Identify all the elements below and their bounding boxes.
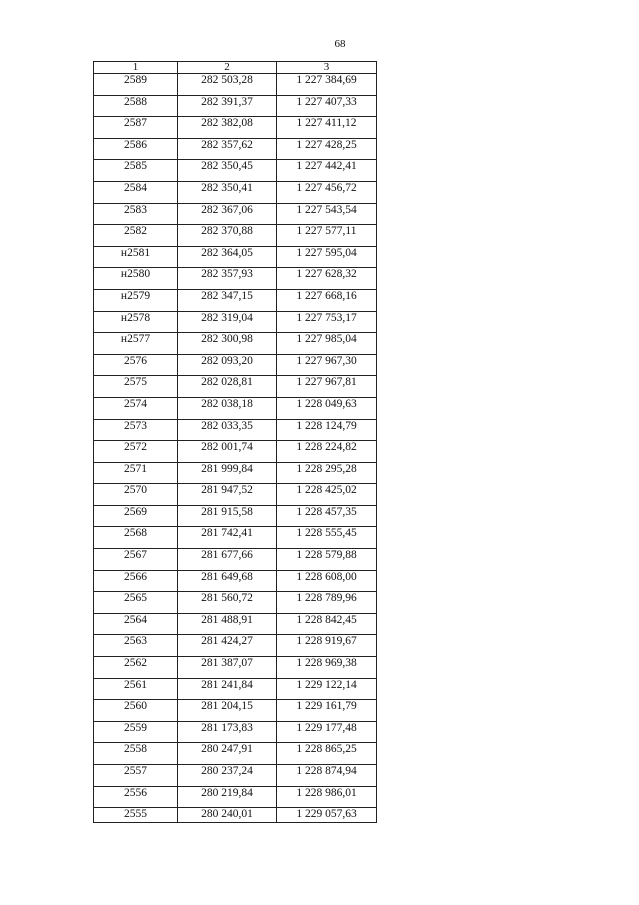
column-header-point: 1 [94, 62, 178, 74]
cell-point-number: 2588 [94, 95, 178, 117]
cell-coordinate-x: 281 649,68 [178, 570, 277, 592]
cell-coordinate-y: 1 228 579,88 [277, 549, 377, 571]
cell-coordinate-x: 281 915,58 [178, 505, 277, 527]
table-row [94, 354, 377, 376]
cell-point-number: 2584 [94, 181, 178, 203]
cell-point-number: 2567 [94, 549, 178, 571]
cell-coordinate-x: 281 488,91 [178, 613, 277, 635]
table-row [94, 246, 377, 268]
cell-coordinate-x: 282 319,04 [178, 311, 277, 333]
table-row [94, 160, 377, 182]
cell-coordinate-y: 1 227 967,81 [277, 376, 377, 398]
cell-coordinate-y: 1 228 874,94 [277, 765, 377, 787]
table-row [94, 570, 377, 592]
cell-coordinate-y: 1 227 411,12 [277, 117, 377, 139]
cell-point-number: 2561 [94, 678, 178, 700]
cell-coordinate-y: 1 227 668,16 [277, 289, 377, 311]
cell-coordinate-x: 281 387,07 [178, 657, 277, 679]
cell-coordinate-x: 282 357,62 [178, 138, 277, 160]
table-row [94, 505, 377, 527]
cell-point-number: 2586 [94, 138, 178, 160]
cell-coordinate-x: 282 028,81 [178, 376, 277, 398]
cell-coordinate-y: 1 228 124,79 [277, 419, 377, 441]
cell-coordinate-x: 282 367,06 [178, 203, 277, 225]
table-row [94, 765, 377, 787]
cell-point-number: н2578 [94, 311, 178, 333]
cell-coordinate-y: 1 228 789,96 [277, 592, 377, 614]
cell-point-number: 2574 [94, 397, 178, 419]
table-row [94, 743, 377, 765]
cell-coordinate-y: 1 228 865,25 [277, 743, 377, 765]
table-row [94, 549, 377, 571]
cell-point-number: н2580 [94, 268, 178, 290]
cell-point-number: 2565 [94, 592, 178, 614]
cell-coordinate-x: 281 173,83 [178, 721, 277, 743]
table-row [94, 333, 377, 355]
table-row [94, 635, 377, 657]
cell-point-number: 2569 [94, 505, 178, 527]
cell-coordinate-y: 1 227 753,17 [277, 311, 377, 333]
cell-coordinate-y: 1 227 442,41 [277, 160, 377, 182]
cell-point-number: 2558 [94, 743, 178, 765]
cell-point-number: н2577 [94, 333, 178, 355]
cell-coordinate-x: 281 999,84 [178, 462, 277, 484]
table-row [94, 138, 377, 160]
cell-point-number: 2559 [94, 721, 178, 743]
cell-coordinate-x: 280 219,84 [178, 786, 277, 808]
table-row [94, 203, 377, 225]
cell-point-number: 2589 [94, 74, 178, 96]
cell-point-number: 2566 [94, 570, 178, 592]
table-row [94, 74, 377, 96]
cell-coordinate-y: 1 227 985,04 [277, 333, 377, 355]
cell-point-number: 2582 [94, 225, 178, 247]
cell-coordinate-x: 281 204,15 [178, 700, 277, 722]
cell-coordinate-y: 1 227 628,32 [277, 268, 377, 290]
cell-coordinate-y: 1 228 425,02 [277, 484, 377, 506]
cell-coordinate-x: 281 424,27 [178, 635, 277, 657]
cell-coordinate-x: 282 350,41 [178, 181, 277, 203]
cell-coordinate-x: 282 357,93 [178, 268, 277, 290]
table-row [94, 613, 377, 635]
cell-coordinate-x: 280 247,91 [178, 743, 277, 765]
cell-point-number: 2568 [94, 527, 178, 549]
cell-point-number: 2576 [94, 354, 178, 376]
cell-coordinate-x: 281 560,72 [178, 592, 277, 614]
cell-coordinate-y: 1 227 543,54 [277, 203, 377, 225]
cell-coordinate-x: 282 364,05 [178, 246, 277, 268]
table-row [94, 700, 377, 722]
table-row [94, 527, 377, 549]
cell-coordinate-x: 282 038,18 [178, 397, 277, 419]
cell-coordinate-x: 281 947,52 [178, 484, 277, 506]
cell-coordinate-x: 282 033,35 [178, 419, 277, 441]
cell-point-number: 2557 [94, 765, 178, 787]
cell-point-number: 2563 [94, 635, 178, 657]
cell-coordinate-x: 280 240,01 [178, 808, 277, 823]
cell-point-number: 2555 [94, 808, 178, 823]
cell-point-number: 2564 [94, 613, 178, 635]
cell-coordinate-x: 282 370,88 [178, 225, 277, 247]
table-row [94, 657, 377, 679]
cell-point-number: 2573 [94, 419, 178, 441]
cell-point-number: 2560 [94, 700, 178, 722]
cell-coordinate-y: 1 229 161,79 [277, 700, 377, 722]
cell-point-number: 2585 [94, 160, 178, 182]
cell-coordinate-y: 1 227 456,72 [277, 181, 377, 203]
cell-coordinate-x: 282 093,20 [178, 354, 277, 376]
cell-coordinate-y: 1 227 428,25 [277, 138, 377, 160]
table-row [94, 678, 377, 700]
cell-coordinate-y: 1 227 384,69 [277, 74, 377, 96]
cell-coordinate-y: 1 228 919,67 [277, 635, 377, 657]
cell-coordinate-x: 282 300,98 [178, 333, 277, 355]
cell-coordinate-y: 1 228 049,63 [277, 397, 377, 419]
cell-coordinate-y: 1 228 555,45 [277, 527, 377, 549]
cell-coordinate-y: 1 228 224,82 [277, 441, 377, 463]
cell-point-number: 2570 [94, 484, 178, 506]
page-number: 68 [334, 38, 346, 50]
table-row [94, 311, 377, 333]
table-row [94, 397, 377, 419]
cell-coordinate-y: 1 228 842,45 [277, 613, 377, 635]
cell-coordinate-x: 281 677,66 [178, 549, 277, 571]
table-row [94, 181, 377, 203]
table-row [94, 808, 377, 823]
cell-coordinate-y: 1 228 457,35 [277, 505, 377, 527]
table-row [94, 484, 377, 506]
table-row [94, 117, 377, 139]
cell-coordinate-x: 282 503,28 [178, 74, 277, 96]
table-row [94, 289, 377, 311]
cell-point-number: 2572 [94, 441, 178, 463]
coordinates-table [93, 61, 377, 823]
cell-point-number: 2587 [94, 117, 178, 139]
table-row [94, 376, 377, 398]
cell-coordinate-y: 1 227 577,11 [277, 225, 377, 247]
cell-coordinate-y: 1 229 122,14 [277, 678, 377, 700]
column-header-y: 3 [277, 62, 377, 74]
cell-coordinate-x: 282 350,45 [178, 160, 277, 182]
cell-point-number: 2556 [94, 786, 178, 808]
cell-point-number: н2581 [94, 246, 178, 268]
column-header-x: 2 [178, 62, 277, 74]
cell-point-number: 2562 [94, 657, 178, 679]
cell-coordinate-x: 281 241,84 [178, 678, 277, 700]
cell-point-number: н2579 [94, 289, 178, 311]
table-row [94, 225, 377, 247]
cell-point-number: 2583 [94, 203, 178, 225]
table-row [94, 441, 377, 463]
cell-coordinate-y: 1 228 608,00 [277, 570, 377, 592]
cell-coordinate-y: 1 227 407,33 [277, 95, 377, 117]
cell-coordinate-y: 1 227 967,30 [277, 354, 377, 376]
table-row [94, 721, 377, 743]
cell-point-number: 2571 [94, 462, 178, 484]
table-row [94, 592, 377, 614]
cell-coordinate-y: 1 228 969,38 [277, 657, 377, 679]
table-body [94, 74, 377, 823]
table-row [94, 419, 377, 441]
cell-coordinate-x: 280 237,24 [178, 765, 277, 787]
table-row [94, 462, 377, 484]
cell-coordinate-y: 1 229 057,63 [277, 808, 377, 823]
table-row [94, 268, 377, 290]
cell-coordinate-x: 282 391,37 [178, 95, 277, 117]
table-header-row [94, 62, 377, 74]
cell-coordinate-x: 282 347,15 [178, 289, 277, 311]
cell-coordinate-y: 1 227 595,04 [277, 246, 377, 268]
cell-coordinate-y: 1 228 295,28 [277, 462, 377, 484]
cell-point-number: 2575 [94, 376, 178, 398]
cell-coordinate-x: 282 001,74 [178, 441, 277, 463]
cell-coordinate-y: 1 229 177,48 [277, 721, 377, 743]
cell-coordinate-y: 1 228 986,01 [277, 786, 377, 808]
cell-coordinate-x: 282 382,08 [178, 117, 277, 139]
table-row [94, 95, 377, 117]
cell-coordinate-x: 281 742,41 [178, 527, 277, 549]
table-row [94, 786, 377, 808]
